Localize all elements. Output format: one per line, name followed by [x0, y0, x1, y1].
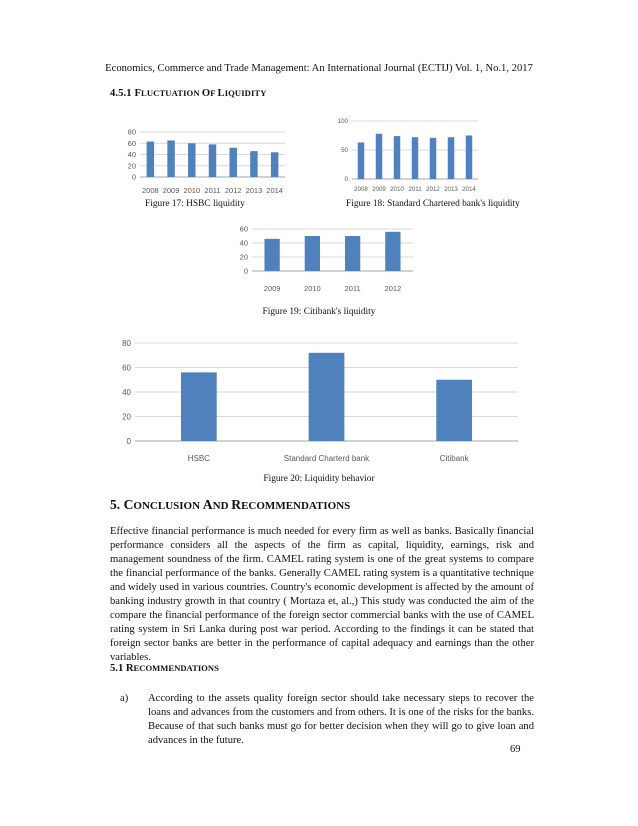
x-tick-label: 2010 — [390, 186, 404, 193]
y-tick-label: 80 — [122, 338, 131, 348]
bar-2011 — [412, 137, 418, 179]
bar-hsbc — [181, 372, 217, 441]
running-header: Economics, Commerce and Trade Management: An International Journal (ECTIJ) Vol. 1, No.1, 2017 — [105, 63, 533, 74]
page-number: 69 — [510, 744, 521, 755]
x-tick-label: Citibank — [439, 454, 469, 463]
bar-citibank — [436, 380, 472, 441]
list-marker: a) — [120, 693, 129, 704]
bar-2011 — [209, 144, 216, 177]
chart-hsbc-liquidity — [110, 122, 290, 197]
bar-2009 — [376, 134, 382, 179]
recommendation-text: According to the assets quality foreign sector should take necessary steps to recover the loans and advances from the customers and from others. It is one of the risks for the banks. Because of that such banks must go for better decision when they will go to give loan and advances in the future. — [148, 693, 534, 746]
x-tick-label: 2013 — [245, 186, 263, 195]
bar-2013 — [250, 151, 257, 177]
bar-2008 — [147, 142, 154, 177]
x-tick-label: 2009 — [162, 186, 180, 195]
bar-2012 — [430, 138, 436, 179]
x-tick-label: 2014 — [462, 186, 476, 193]
bar-2010 — [305, 236, 320, 271]
figure-17-caption: Figure 17: HSBC liquidity — [145, 199, 245, 209]
x-tick-label: 2009 — [263, 284, 281, 293]
x-tick-label: Standard Charterd bank — [283, 454, 370, 463]
x-tick-label: 2008 — [354, 186, 368, 193]
y-tick-label: 80 — [127, 127, 136, 137]
x-tick-label: 2010 — [183, 186, 201, 195]
bar-standard-charterd-bank — [309, 353, 345, 441]
y-tick-label: 60 — [127, 138, 136, 148]
bar-2008 — [358, 142, 364, 179]
bar-2010 — [188, 143, 195, 177]
y-tick-label: 20 — [127, 161, 136, 171]
x-tick-label: 2012 — [426, 186, 440, 193]
bar-2009 — [264, 239, 279, 271]
y-tick-label: 20 — [239, 252, 248, 262]
x-tick-label: 2011 — [204, 186, 221, 195]
x-tick-label: 2010 — [304, 284, 321, 293]
conclusion-paragraph: Effective financial performance is much needed for every firm as well as banks. Basically financial performance considers all the aspects of the firm as capital, liquidity, earnings, risk and management soundness of the firm. CAMEL rating system is one of the great systems to compare the financial performance of the banks. Generally CAMEL rating system is a quantitative technique and widely used in various countries. Country's economic development is affected by the amount of banking industry growth in that country ( Mortaza et, al.,) This study was conducted the aim of the compare the financial performance of the foreign sector commercial banks with the use of CAMEL rating system in Sri Lanka during post war period. According to the findings it can be stated that foreign sector banks are better in the performance of capital adequacy and earnings than the other variables. — [110, 526, 534, 663]
y-tick-label: 0 — [344, 176, 348, 184]
figure-19-caption: Figure 19: Citibank's liquidity — [262, 307, 376, 317]
y-tick-label: 40 — [122, 387, 131, 397]
x-tick-label: 2012 — [384, 284, 402, 293]
x-tick-label: HSBC — [187, 454, 210, 463]
bar-2014 — [271, 152, 278, 177]
chart-standard-chartered-liquidity — [325, 113, 485, 195]
bar-2012 — [229, 148, 236, 177]
bar-2012 — [385, 232, 400, 271]
bar-2011 — [345, 236, 360, 271]
figure-18-caption: Figure 18: Standard Chartered bank's liquidity — [346, 199, 520, 209]
bar-2010 — [394, 136, 400, 179]
y-tick-label: 0 — [131, 172, 136, 182]
y-tick-label: 60 — [122, 363, 131, 373]
section-heading-5-1: 5.1 RECOMMENDATIONS — [110, 663, 219, 674]
x-tick-label: 2011 — [344, 284, 361, 293]
x-tick-label: 2008 — [142, 186, 159, 195]
bar-2014 — [466, 136, 472, 180]
y-tick-label: 0 — [243, 266, 248, 276]
chart-citibank-liquidity — [225, 222, 415, 294]
chart-liquidity-behavior — [110, 335, 520, 465]
figure-20-caption: Figure 20: Liquidity behavior — [263, 474, 375, 484]
y-tick-label: 20 — [122, 412, 131, 422]
x-tick-label: 2013 — [444, 186, 458, 193]
x-tick-label: 2014 — [266, 186, 283, 195]
y-tick-label: 60 — [239, 224, 248, 234]
y-tick-label: 50 — [341, 147, 348, 155]
x-tick-label: 2012 — [224, 186, 242, 195]
y-tick-label: 0 — [126, 436, 131, 446]
x-tick-label: 2011 — [408, 186, 422, 193]
x-tick-label: 2009 — [372, 186, 386, 193]
y-tick-label: 40 — [239, 238, 248, 248]
section-heading-5: 5. CONCLUSION AND RECOMMENDATIONS — [110, 497, 351, 512]
section-heading-4-5-1: 4.5.1 FLUCTUATION OF LIQUIDITY — [110, 88, 267, 99]
bar-2009 — [167, 140, 174, 177]
y-tick-label: 100 — [337, 118, 348, 126]
bar-2013 — [448, 137, 454, 179]
y-tick-label: 40 — [127, 150, 136, 160]
